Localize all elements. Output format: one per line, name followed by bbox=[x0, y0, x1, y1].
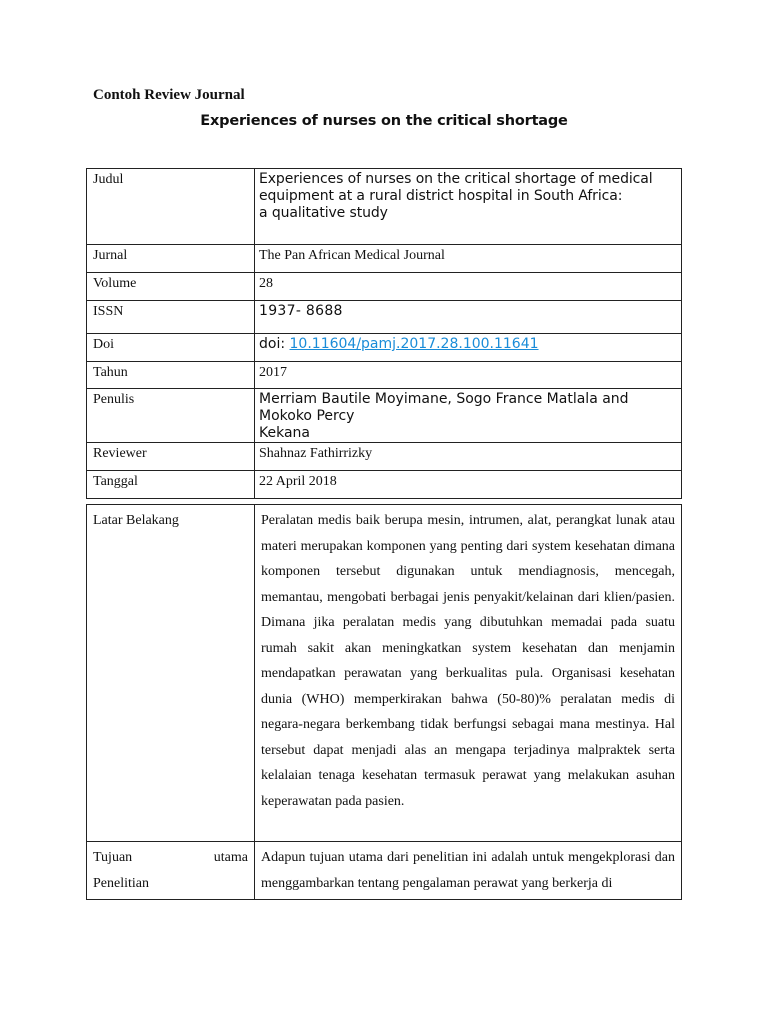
tujuan-text: Adapun tujuan utama dari penelitian ini adalah untuk mengekplorasi dan menggambarkan tentang pengalaman perawat yang berkerja di bbox=[255, 842, 682, 900]
penulis-line: Kekana bbox=[259, 425, 310, 441]
latar-belakang-label: Latar Belakang bbox=[87, 505, 255, 842]
table-row-volume bbox=[87, 273, 682, 301]
table-row-tahun bbox=[87, 362, 682, 389]
penulis-label: Penulis bbox=[87, 389, 255, 443]
judul-label: Judul bbox=[87, 169, 255, 245]
table-row-penulis bbox=[87, 389, 682, 443]
table-row-tanggal bbox=[87, 471, 682, 499]
table-row-tujuan bbox=[87, 842, 682, 900]
table-row-issn bbox=[87, 301, 682, 334]
judul-line: Experiences of nurses on the critical shortage of medical bbox=[259, 171, 653, 187]
judul-value bbox=[255, 169, 682, 245]
tahun-label: Tahun bbox=[87, 362, 255, 389]
reviewer-label: Reviewer bbox=[87, 443, 255, 471]
table-row-reviewer bbox=[87, 443, 682, 471]
tahun-value: 2017 bbox=[255, 362, 682, 389]
document-title: Experiences of nurses on the critical shortage bbox=[200, 113, 568, 129]
jurnal-value: The Pan African Medical Journal bbox=[255, 245, 682, 273]
table-row-latar-belakang bbox=[87, 505, 682, 842]
document-label: Contoh Review Journal bbox=[93, 87, 245, 103]
doi-label: Doi bbox=[87, 334, 255, 362]
doi-link[interactable]: 10.11604/pamj.2017.28.100.11641 bbox=[289, 336, 539, 352]
doi-prefix: doi: bbox=[259, 336, 290, 352]
volume-value: 28 bbox=[255, 273, 682, 301]
judul-line: a qualitative study bbox=[259, 205, 388, 221]
penulis-line: Merriam Bautile Moyimane, Sogo France Matlala and Mokoko Percy bbox=[259, 391, 629, 424]
table-row-judul bbox=[87, 169, 682, 245]
tujuan-label-line2: Penelitian bbox=[93, 875, 149, 891]
table-row-jurnal bbox=[87, 245, 682, 273]
review-content-table bbox=[86, 504, 682, 900]
latar-belakang-text: Peralatan medis baik berupa mesin, intrumen, alat, perangkat lunak atau materi merupakan komponen yang penting dari system kesehatan dimana komponen tersebut digunakan untuk mendiagnosis, mencegah, memantau, mengobati berbagai jenis penyakit/kelainan dari klien/pasien. Dimana jika peralatan medis yang dibutuhkan memadai pada suatu rumah sakit akan meningkatkan system kesehatan dan menjamin mendapatkan perawatan yang berkualitas pula. Organisasi kesehatan dunia (WHO) memperkirakan bahwa (50-80)% peralatan medis di negara-negara berkembang tidak berfungsi sebagai mana mestinya. Hal tersebut dapat menjadi alas an mengapa terjadinya malpraktek serta kelalaian tenaga kesehatan termasuk perawat yang melakukan asuhan keperawatan pada pasien. bbox=[255, 505, 682, 842]
penulis-value bbox=[255, 389, 682, 443]
tanggal-value: 22 April 2018 bbox=[255, 471, 682, 499]
jurnal-label: Jurnal bbox=[87, 245, 255, 273]
tanggal-label: Tanggal bbox=[87, 471, 255, 499]
issn-label: ISSN bbox=[87, 301, 255, 334]
table-row-doi bbox=[87, 334, 682, 362]
tujuan-label-line1: Tujuan utama bbox=[93, 850, 248, 865]
issn-value: 1937- 8688 bbox=[255, 301, 682, 334]
doi-value bbox=[255, 334, 682, 362]
reviewer-value: Shahnaz Fathirrizky bbox=[255, 443, 682, 471]
volume-label: Volume bbox=[87, 273, 255, 301]
journal-info-table bbox=[86, 168, 682, 499]
tujuan-label bbox=[87, 842, 255, 900]
judul-line: equipment at a rural district hospital in South Africa: bbox=[259, 188, 623, 204]
